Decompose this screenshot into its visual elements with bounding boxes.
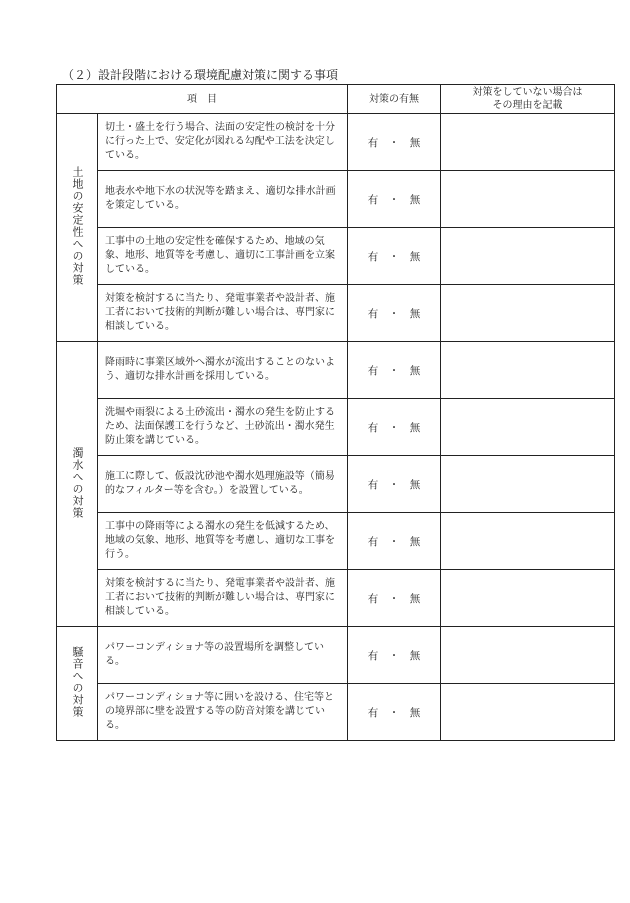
category-cell	[57, 342, 98, 627]
header-reason	[441, 85, 615, 114]
has-measure-choice[interactable]: 有 ・ 無	[348, 684, 441, 741]
reason-field[interactable]	[441, 399, 615, 456]
item-text: パワーコンディショナ等に囲いを設ける、住宅等との境界部に壁を設置する等の防音対策を講じている。	[98, 684, 348, 741]
table-row	[57, 171, 615, 228]
reason-field[interactable]	[441, 627, 615, 684]
table-row	[57, 570, 615, 627]
table-body	[57, 114, 615, 741]
category-cell	[57, 114, 98, 342]
has-measure-choice[interactable]: 有 ・ 無	[348, 285, 441, 342]
table-header-row	[57, 85, 615, 114]
reason-field[interactable]	[441, 570, 615, 627]
table-row	[57, 513, 615, 570]
table-row	[57, 114, 615, 171]
reason-field[interactable]	[441, 456, 615, 513]
item-text: パワーコンディショナ等の設置場所を調整している。	[98, 627, 348, 684]
has-measure-choice[interactable]: 有 ・ 無	[348, 171, 441, 228]
item-text: 施工に際して、仮設沈砂池や濁水処理施設等（簡易的なフィルター等を含む。）を設置している。	[98, 456, 348, 513]
header-reason-line1: 対策をしていない場合は	[472, 87, 583, 98]
has-measure-choice[interactable]: 有 ・ 無	[348, 342, 441, 399]
table-row	[57, 285, 615, 342]
header-has-measure: 対策の有無	[348, 85, 441, 114]
item-text: 降雨時に事業区域外へ濁水が流出することのないよう、適切な排水計画を採用している。	[98, 342, 348, 399]
reason-field[interactable]	[441, 513, 615, 570]
item-text: 地表水や地下水の状況等を踏まえ、適切な排水計画を策定している。	[98, 171, 348, 228]
has-measure-choice[interactable]: 有 ・ 無	[348, 570, 441, 627]
item-text: 洗堀や雨裂による土砂流出・濁水の発生を防止するため、法面保護工を行うなど、土砂流出・濁水発生防止策を講じている。	[98, 399, 348, 456]
category-cell	[57, 627, 98, 741]
has-measure-choice[interactable]: 有 ・ 無	[348, 627, 441, 684]
reason-field[interactable]	[441, 171, 615, 228]
has-measure-choice[interactable]: 有 ・ 無	[348, 399, 441, 456]
item-text: 対策を検討するに当たり、発電事業者や設計者、施工者において技術的判断が難しい場合は、専門家に相談している。	[98, 285, 348, 342]
category-label: 土地の安定性への対策	[71, 166, 84, 286]
reason-field[interactable]	[441, 114, 615, 171]
has-measure-choice[interactable]: 有 ・ 無	[348, 456, 441, 513]
reason-field[interactable]	[441, 285, 615, 342]
category-label: 騒音への対策	[71, 646, 84, 718]
item-text: 工事中の土地の安定性を確保するため、地域の気象、地形、地質等を考慮し、適切に工事計画を立案している。	[98, 228, 348, 285]
environmental-measures-table	[56, 84, 615, 741]
item-text: 切土・盛土を行う場合、法面の安定性の検討を十分に行った上で、安定化が図れる勾配や工法を決定している。	[98, 114, 348, 171]
header-reason-line2: その理由を記載	[492, 100, 563, 111]
table-row	[57, 684, 615, 741]
item-text: 対策を検討するに当たり、発電事業者や設計者、施工者において技術的判断が難しい場合は、専門家に相談している。	[98, 570, 348, 627]
table-row	[57, 228, 615, 285]
has-measure-choice[interactable]: 有 ・ 無	[348, 228, 441, 285]
table-row	[57, 627, 615, 684]
category-label: 濁水への対策	[71, 446, 84, 519]
has-measure-choice[interactable]: 有 ・ 無	[348, 513, 441, 570]
section-title: （２）設計段階における環境配慮対策に関する事項	[62, 68, 339, 82]
header-item: 項 目	[57, 85, 348, 114]
reason-field[interactable]	[441, 342, 615, 399]
table-row	[57, 399, 615, 456]
table-row	[57, 456, 615, 513]
table-row	[57, 342, 615, 399]
reason-field[interactable]	[441, 684, 615, 741]
item-text: 工事中の降雨等による濁水の発生を低減するため、地域の気象、地形、地質等を考慮し、適切な工事を行う。	[98, 513, 348, 570]
has-measure-choice[interactable]: 有 ・ 無	[348, 114, 441, 171]
reason-field[interactable]	[441, 228, 615, 285]
